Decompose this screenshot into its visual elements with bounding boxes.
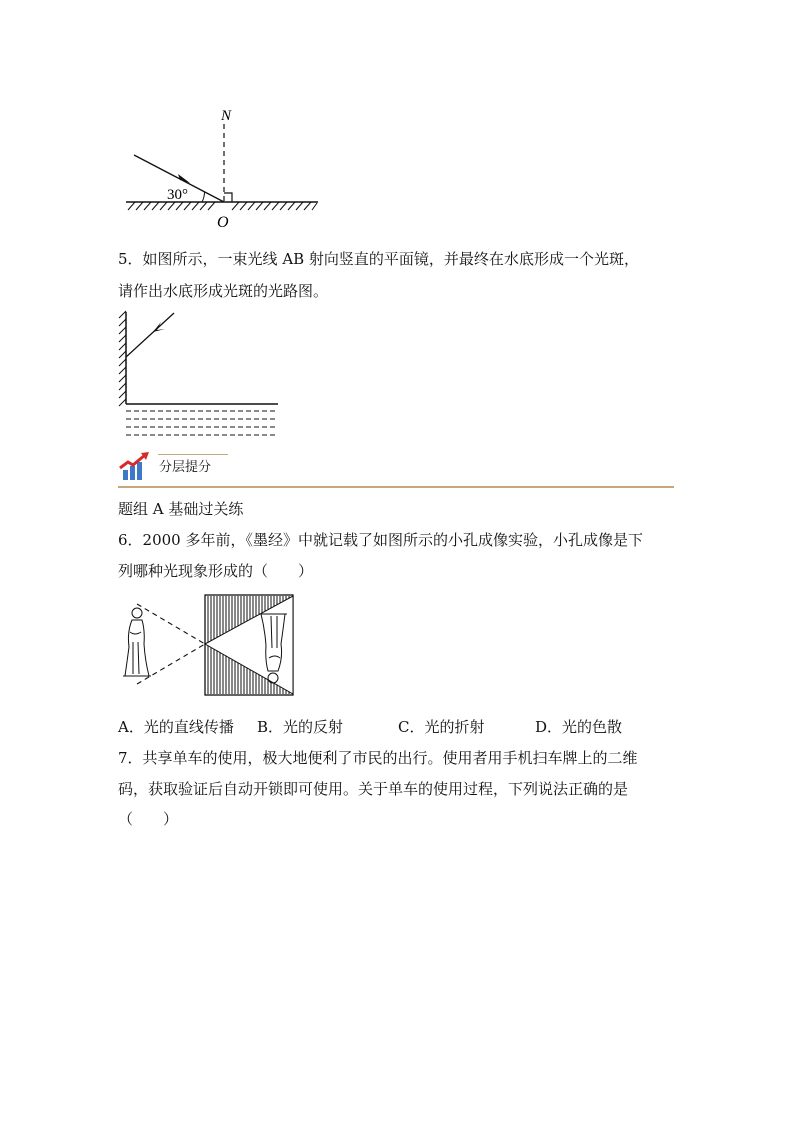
q6-option-c[interactable]: C．光的折射 [398, 718, 485, 736]
point-label: O [217, 214, 229, 231]
q5-line1: 5．如图所示，一束光线 AB 射向竖直的平面镜，并最终在水底形成一个光斑， [118, 250, 639, 268]
bar-3 [137, 462, 142, 480]
section-divider [118, 486, 674, 488]
q6-line2: 列哪种光现象形成的（ ） [118, 562, 314, 580]
q5-line2: 请作出水底形成光斑的光路图。 [118, 282, 329, 300]
right-angle-marker [224, 193, 232, 202]
bar-1 [123, 470, 128, 480]
mirror-water-figure [115, 308, 285, 443]
q6-line1: 6．2000 多年前，《墨经》中就记载了如图所示的小孔成像实验，小孔成像是下 [118, 531, 643, 549]
water-dashes [126, 411, 278, 435]
bar-2 [130, 466, 135, 480]
q7-line2: 码，获取验证后自动开锁即可使用。关于单车的使用过程，下列说法正确的是 [118, 780, 629, 798]
mirror-hatching [128, 202, 317, 210]
ray-bottom [137, 644, 205, 684]
group-title: 题组 A 基础过关练 [118, 500, 244, 518]
ray-ab [126, 313, 174, 357]
q6-option-d[interactable]: D．光的色散 [535, 718, 623, 736]
vertical-mirror-hatching [119, 311, 126, 406]
angle-arc [202, 192, 205, 203]
q7-line1: 7．共享单车的使用，极大地便利了市民的出行。使用者用手机扫车牌上的二维 [118, 749, 638, 767]
reflection-figure [118, 100, 328, 235]
normal-label: N [221, 108, 232, 124]
pinhole-figure [115, 592, 300, 702]
layered-score-icon [118, 452, 152, 482]
ray-top [137, 604, 205, 644]
q6-option-b[interactable]: B．光的反射 [257, 718, 344, 736]
q7-line3: （ ） [118, 810, 179, 828]
angle-label: 30° [167, 187, 188, 203]
section-badge-label: 分层提分 [159, 460, 212, 475]
badge-underline [158, 454, 228, 455]
person-figure [123, 608, 151, 676]
q6-option-a[interactable]: A．光的直线传播 [118, 718, 234, 736]
